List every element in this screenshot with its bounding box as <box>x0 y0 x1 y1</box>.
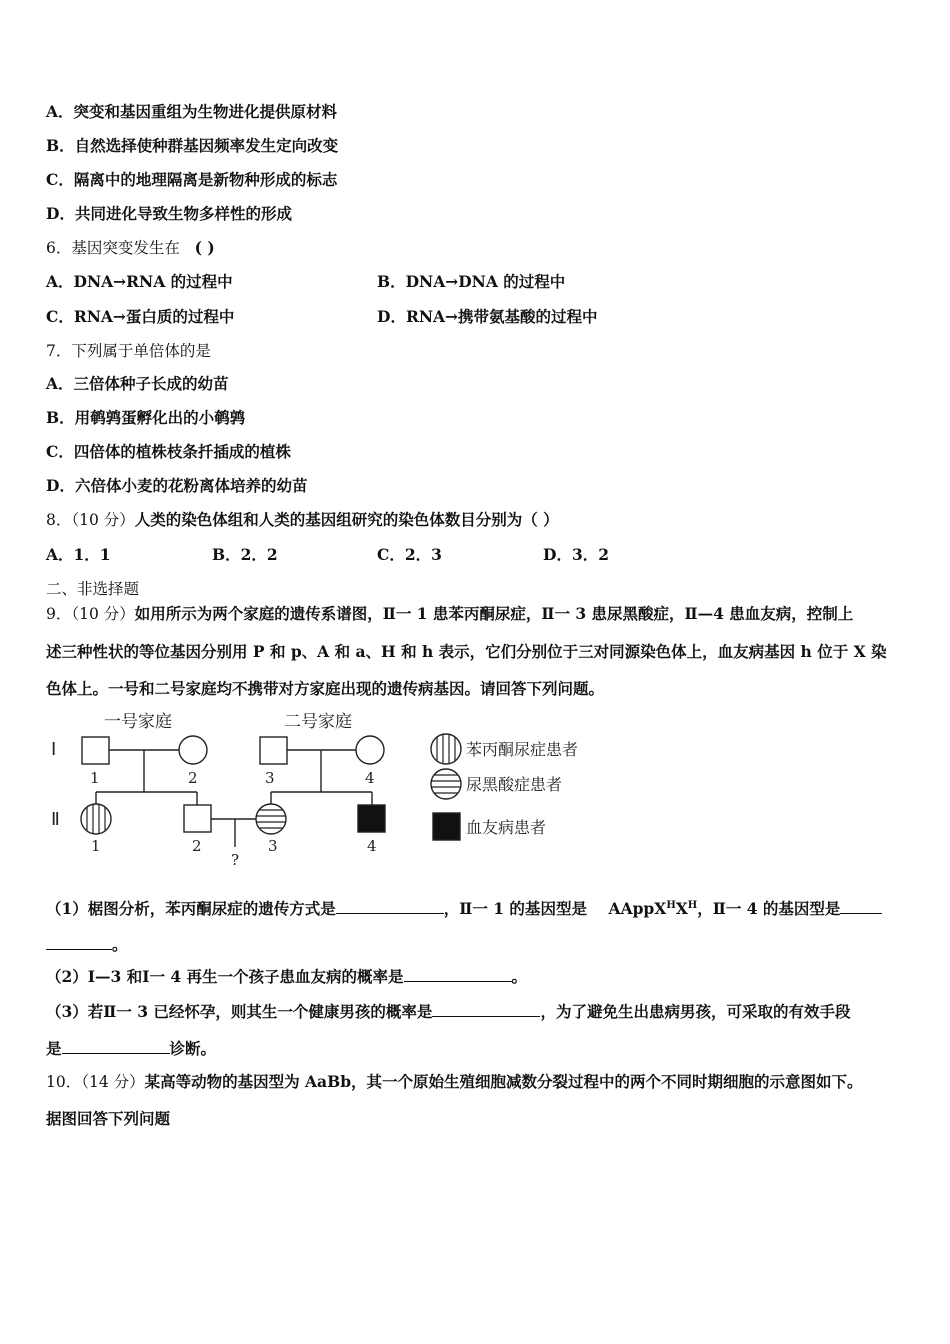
f2-ii3-alkaptonuria-female <box>256 804 286 834</box>
q6-option-d: D．RNA→携带氨基酸的过程中 <box>377 307 598 326</box>
q9-sub1-cont: 。 <box>46 933 128 956</box>
f2-i4-female <box>356 736 384 764</box>
f1-i2-female <box>179 736 207 764</box>
q9-line1: 9．（10 分）如用所示为两个家庭的遗传系谱图，Ⅱ一 1 患苯丙酮尿症，Ⅱ一 3 患尿黑酸症，Ⅱ—4 患血友病，控制上 <box>46 604 854 623</box>
generation-1-label: Ⅰ <box>51 739 57 760</box>
q8-option-c: C．2．3 <box>377 545 442 564</box>
legend-hemophilia-symbol <box>433 813 460 840</box>
q5-option-c: C．隔离中的地理隔离是新物种形成的标志 <box>46 170 338 189</box>
legend-alkaptonuria-label: 尿黑酸症患者 <box>466 775 563 794</box>
f1-ii2-male <box>184 805 211 832</box>
f1-ii2-number: 2 <box>192 837 202 855</box>
q7-option-c: C．四倍体的植株枝条扦插成的植株 <box>46 442 291 461</box>
q9-line3: 色体上。一号和二号家庭均不携带对方家庭出现的遗传病基因。请回答下列问题。 <box>46 679 605 698</box>
answer-blank-4[interactable] <box>432 1000 540 1017</box>
q8-stem: 8．（10 分）人类的染色体组和人类的基因组研究的染色体数目分别为（ ） <box>46 510 559 529</box>
q6-option-a: A．DNA→RNA 的过程中 <box>46 272 233 291</box>
f1-ii1-number: 1 <box>91 837 101 855</box>
f2-i4-number: 4 <box>365 769 375 787</box>
q5-option-d: D．共同进化导致生物多样性的形成 <box>46 204 292 223</box>
q10-line2: 据图回答下列问题 <box>46 1109 171 1128</box>
q9-sub3: （3）若Ⅱ一 3 已经怀孕，则其生一个健康男孩的概率是 ，为了避免生出患病男孩，可采取的有效手段 <box>46 1002 851 1021</box>
legend-pku-symbol <box>431 734 461 764</box>
q7-stem: 7．下列属于单倍体的是 <box>46 342 211 360</box>
f1-i2-number: 2 <box>188 769 198 787</box>
legend-pku-label: 苯丙酮尿症患者 <box>466 740 579 759</box>
f2-i3-male <box>260 737 287 764</box>
legend-alkaptonuria-symbol <box>431 769 461 799</box>
pedigree-figure <box>46 707 606 872</box>
family2-label: 二号家庭 <box>284 712 352 732</box>
q9-sub1: （1）椐图分析，苯丙酮尿症的遗传方式是 ，Ⅱ一 1 的基因型是 $AAppX^HX^H$，Ⅱ一 4 的基因型是 <box>46 895 882 920</box>
q9-sub2: （2）Ⅰ—3 和Ⅰ一 4 再生一个孩子患血友病的概率是 。 <box>46 967 528 986</box>
section-heading: 二、非选择题 <box>46 580 140 598</box>
q7-option-a: A．三倍体种子长成的幼苗 <box>46 374 229 393</box>
answer-blank-2b[interactable] <box>46 933 112 950</box>
q6-stem: 6．基因突变发生在 ( ) <box>46 238 215 257</box>
generation-2-label: Ⅱ <box>51 809 60 830</box>
answer-blank-2a[interactable] <box>840 897 882 914</box>
q6-paren: ( ) <box>194 238 215 257</box>
f1-ii1-pku-female <box>81 804 111 834</box>
family1-label: 一号家庭 <box>104 712 172 732</box>
q8-option-d: D．3．2 <box>543 545 610 564</box>
f1-i1-number: 1 <box>90 769 100 787</box>
f2-i3-number: 3 <box>265 769 275 787</box>
q7-option-b: B．用鹌鹑蛋孵化出的小鹌鹑 <box>46 408 246 427</box>
q9-sub3-cont: 是 诊断。 <box>46 1039 217 1058</box>
q7-option-d: D．六倍体小麦的花粉离体培养的幼苗 <box>46 476 308 495</box>
q9-line2: 述三种性状的等位基因分别用 P 和 p、A 和 a、H 和 h 表示，它们分别位于三对同源染色体上，血友病基因 h 位于 X 染 <box>46 642 887 661</box>
q8-option-b: B．2．2 <box>212 545 278 564</box>
legend-hemophilia-label: 血友病患者 <box>466 818 547 837</box>
f2-ii4-hemophilia-male <box>358 805 385 832</box>
q6-option-b: B．DNA→DNA 的过程中 <box>377 272 566 291</box>
answer-blank-1[interactable] <box>336 897 444 914</box>
f1-i1-male <box>82 737 109 764</box>
q5-option-a: A．突变和基因重组为生物进化提供原材料 <box>46 102 338 121</box>
offspring-unknown: ? <box>231 851 240 869</box>
f2-ii3-number: 3 <box>268 837 278 855</box>
answer-blank-3[interactable] <box>404 965 512 982</box>
q10-line1: 10．（14 分）某高等动物的基因型为 AaBb，其一个原始生殖细胞减数分裂过程中的两个不同时期细胞的示意图如下。 <box>46 1072 863 1091</box>
answer-blank-5[interactable] <box>62 1037 170 1054</box>
q5-option-b: B．自然选择使种群基因频率发生定向改变 <box>46 136 339 155</box>
q6-option-c: C．RNA→蛋白质的过程中 <box>46 307 235 326</box>
q8-option-a: A．1．1 <box>46 545 111 564</box>
f2-ii4-number: 4 <box>367 837 377 855</box>
genotype-ii1: $AAppX^HX^H$ <box>608 899 698 919</box>
